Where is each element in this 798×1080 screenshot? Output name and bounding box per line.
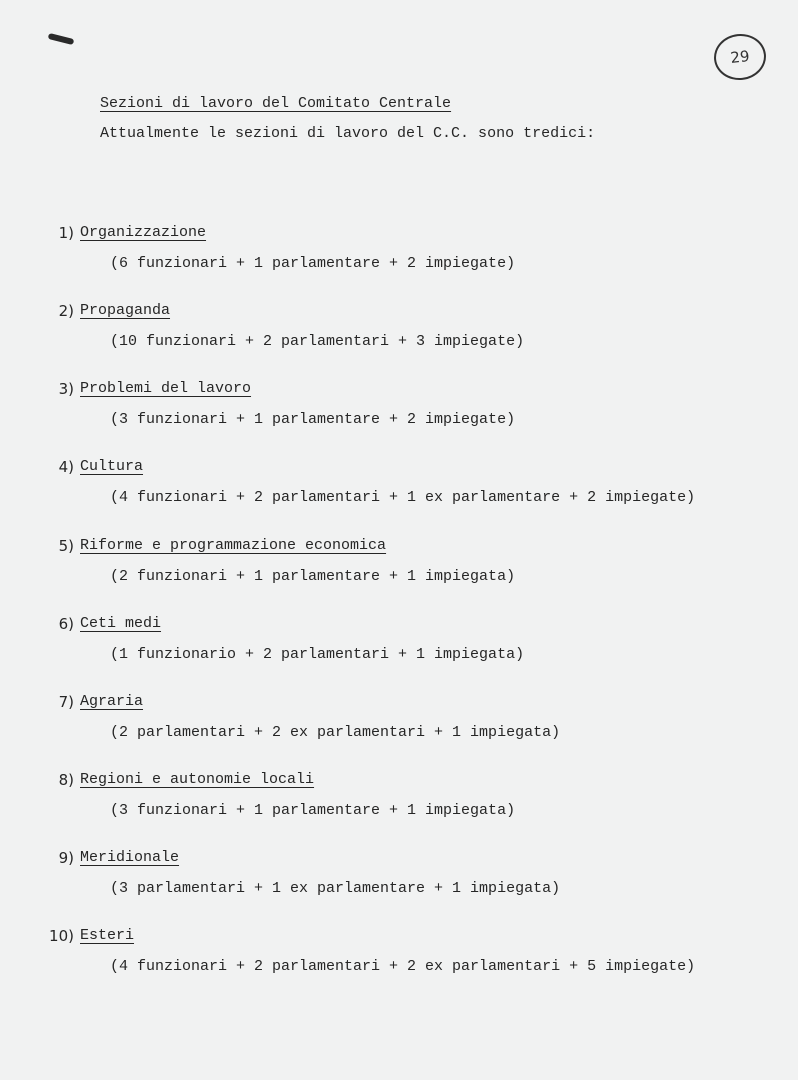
section-number: 4)	[58, 458, 74, 476]
section-number: 10)	[49, 927, 74, 945]
ink-mark	[48, 33, 75, 45]
section-name: Ceti medi	[80, 615, 162, 632]
section-name: Meridionale	[80, 849, 180, 866]
section-item	[0, 615, 798, 675]
section-name: Problemi del lavoro	[80, 380, 252, 397]
section-item	[0, 537, 798, 597]
section-detail: (4 funzionari + 2 parlamentari + 2 ex parlamentari + 5 impiegate)	[110, 958, 696, 975]
section-detail: (4 funzionari + 2 parlamentari + 1 ex parlamentare + 2 impiegate)	[110, 489, 696, 506]
section-name: Riforme e programmazione economica	[80, 537, 387, 554]
section-number: 7)	[58, 693, 74, 711]
section-item	[0, 771, 798, 831]
section-name: Organizzazione	[80, 224, 207, 241]
section-number: 5)	[58, 537, 74, 555]
section-detail: (2 funzionari + 1 parlamentare + 1 impiegata)	[110, 568, 516, 585]
section-item	[0, 849, 798, 909]
section-name: Regioni e autonomie locali	[80, 771, 315, 788]
section-detail: (6 funzionari + 1 parlamentare + 2 impiegate)	[110, 255, 516, 272]
intro-text: Attualmente le sezioni di lavoro del C.C. sono tredici:	[100, 125, 596, 142]
section-detail: (3 funzionari + 1 parlamentare + 1 impiegata)	[110, 802, 516, 819]
section-item	[0, 693, 798, 753]
section-item	[0, 380, 798, 440]
section-detail: (2 parlamentari + 2 ex parlamentari + 1 impiegata)	[110, 724, 561, 741]
section-name: Cultura	[80, 458, 144, 475]
section-item	[0, 224, 798, 284]
section-name: Agraria	[80, 693, 144, 710]
section-number: 2)	[58, 302, 74, 320]
section-detail: (3 parlamentari + 1 ex parlamentare + 1 impiegata)	[110, 880, 561, 897]
section-number: 8)	[58, 771, 74, 789]
section-name: Propaganda	[80, 302, 171, 319]
section-item	[0, 458, 798, 518]
section-detail: (1 funzionario + 2 parlamentari + 1 impiegata)	[110, 646, 525, 663]
section-item	[0, 927, 798, 987]
section-number: 1)	[58, 224, 74, 242]
section-name: Esteri	[80, 927, 135, 944]
section-detail: (3 funzionari + 1 parlamentare + 2 impiegate)	[110, 411, 516, 428]
page-title: Sezioni di lavoro del Comitato Centrale	[100, 95, 452, 112]
section-number: 3)	[58, 380, 74, 398]
section-number: 9)	[58, 849, 74, 867]
section-number: 6)	[58, 615, 74, 633]
section-detail: (10 funzionari + 2 parlamentari + 3 impiegate)	[110, 333, 525, 350]
section-item	[0, 302, 798, 362]
page-number: 29	[712, 31, 769, 82]
